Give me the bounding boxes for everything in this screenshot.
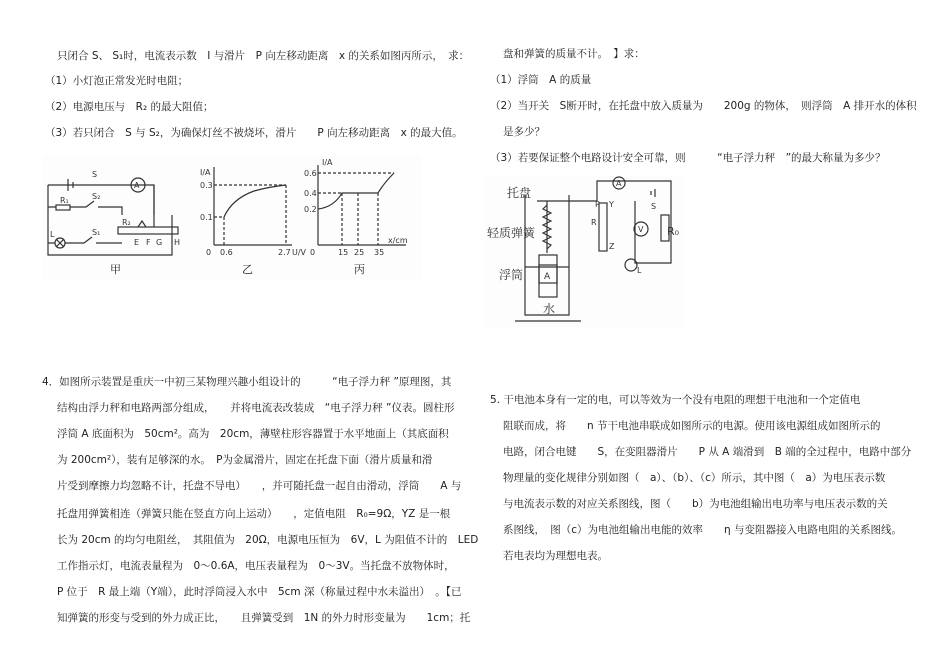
- svg-text:Z: Z: [609, 242, 615, 251]
- apparatus: [515, 177, 671, 321]
- q3-item-1: （1）小灯泡正常发光时电阻；: [45, 75, 189, 87]
- q4-line-5: 片受到摩擦力均忽略不计，托盘不导电） ，并可随托盘一起自由滑动，浮筒 A 与: [57, 480, 462, 492]
- svg-text:25: 25: [354, 248, 365, 257]
- q4-figure-svg: [485, 175, 685, 327]
- q4-line-2: 结构由浮力秤和电路两部分组成， 并将电流表改装成 “电子浮力秤 ”仪表。圆柱形: [57, 402, 455, 414]
- q5-line-7: 若电表均为理想电表。: [503, 550, 608, 562]
- svg-text:R₀: R₀: [667, 225, 680, 238]
- svg-text:0.3: 0.3: [200, 181, 213, 190]
- svg-text:V: V: [638, 225, 644, 234]
- svg-text:R: R: [591, 218, 597, 227]
- q4-item-3: （3）若要保证整个电路设计安全可靠，则 “电子浮力秤 ”的最大称量为多少？: [490, 152, 886, 164]
- q4-line-6: 托盘用弹簧相连（弹簧只能在竖直方向上运动） ，定值电阻 R₀=9Ω，YZ 是一根: [57, 508, 451, 520]
- svg-text:S: S: [92, 170, 98, 179]
- svg-text:S₁: S₁: [92, 228, 101, 237]
- svg-text:0.1: 0.1: [200, 213, 213, 222]
- graph-yi: [214, 167, 292, 245]
- svg-text:0.6: 0.6: [220, 248, 233, 257]
- svg-text:G: G: [156, 238, 163, 247]
- q4-figure: [485, 175, 685, 327]
- q4-item-2-cont: 是多少？: [503, 126, 545, 138]
- svg-text:A: A: [616, 179, 622, 188]
- svg-text:P: P: [595, 200, 600, 209]
- svg-text:H: H: [174, 238, 181, 247]
- q3-item-2: （2）电源电压与 R₂ 的最大阻值；: [45, 101, 214, 113]
- q4-item-2: （2）当开关 S断开时，在托盘中放入质量为 200g 的物体， 则浮筒 A 排开水的体积: [490, 100, 917, 112]
- svg-text:L: L: [50, 230, 55, 239]
- label-jia: 甲: [110, 263, 121, 276]
- q4-line-4: 为 200cm²），装有足够深的水。 P为金属滑片，固定在托盘下面（滑片质量和滑: [57, 454, 433, 466]
- graph-bing: [318, 165, 406, 245]
- svg-text:15: 15: [338, 248, 349, 257]
- svg-text:0: 0: [206, 248, 212, 257]
- q4-line-9: P 位于 R 最上端（Y端），此时浮筒浸入水中 5cm 深（称量过程中水未溢出） 。【已: [57, 586, 462, 598]
- q5-line-3: 电路，闭合电键 S，在变阻器滑片 P 从 A 端滑到 B 端的全过程中，电路中部分: [503, 446, 912, 458]
- svg-text:L: L: [637, 266, 642, 275]
- svg-text:35: 35: [374, 248, 385, 257]
- svg-text:轻质弹簧: 轻质弹簧: [487, 226, 536, 240]
- svg-text:I/A: I/A: [322, 158, 333, 167]
- q3-figure-svg: [42, 155, 422, 279]
- svg-text:U/V: U/V: [292, 248, 307, 257]
- svg-text:S: S: [651, 202, 657, 211]
- svg-text:水: 水: [543, 302, 556, 316]
- svg-text:浮筒: 浮筒: [499, 268, 524, 282]
- svg-text:2.7: 2.7: [278, 248, 291, 257]
- svg-text:0.2: 0.2: [304, 205, 317, 214]
- svg-text:R₂: R₂: [122, 218, 131, 227]
- svg-text:0.4: 0.4: [304, 189, 317, 198]
- apparatus-labels: [487, 179, 680, 316]
- q5-line-4: 物理量的变化规律分别如图（ a）、（b）、（c）所示，其中图（ a）为电压表示数: [503, 472, 886, 484]
- svg-text:R₁: R₁: [60, 196, 69, 205]
- svg-text:托盘: 托盘: [507, 186, 532, 200]
- svg-text:E: E: [134, 238, 140, 247]
- svg-text:I/A: I/A: [200, 168, 211, 177]
- label-bing: 丙: [354, 263, 365, 276]
- q4-continued: 盘和弹簧的质量不计。 】求：: [503, 48, 645, 60]
- q4-line-3: 浮筒 A 底面积为 50cm²。高为 20cm，薄壁柱形容器置于水平地面上（其底面积: [57, 428, 449, 440]
- q4-line-8: 工作指示灯，电流表量程为 0～0.6A，电压表量程为 0～3V。当托盘不放物体时，: [57, 560, 455, 572]
- q3-figure: [42, 155, 422, 279]
- q4-line-1: 4．如图所示装置是重庆一中初三某物理兴趣小组设计的 “电子浮力秤 ”原理图，其: [42, 376, 452, 388]
- q4-line-10: 知弹簧的形变与受到的外力成正比， 且弹簧受到 1N 的外力时形变量为 1cm；托: [57, 612, 471, 624]
- q5-line-1: 5. 干电池本身有一定的电，可以等效为一个没有电阻的理想干电池和一个定值电: [490, 394, 861, 406]
- q3-item-3: （3）若只闭合 S 与 S₂，为确保灯丝不被烧坏，滑片 P 向左移动距离 x 的最大值。: [45, 127, 463, 139]
- q4-line-7: 长为 20cm 的均匀电阻丝， 其阻值为 20Ω，电源电压恒为 6V，L 为阻值不计的 LED: [57, 534, 479, 546]
- q5-line-2: 阻联而成，将 n 节干电池串联成如图所示的电源。使用该电源组成如图所示的: [503, 420, 881, 432]
- q3-intro: 只闭合 S、 S₁时，电流表示数 I 与滑片 P 向左移动距离 x 的关系如图丙所示， 求：: [57, 50, 470, 62]
- svg-text:0: 0: [310, 248, 316, 257]
- svg-text:Y: Y: [609, 200, 614, 209]
- graph-yi-labels: [200, 168, 307, 257]
- svg-text:x/cm: x/cm: [388, 236, 408, 245]
- q5-line-5: 与电流表示数的对应关系图线，图（ b）为电池组输出电功率与电压表示数的关: [503, 498, 888, 510]
- q5-line-6: 系图线， 图（c）为电池组输出电能的效率 η 与变阻器接入电路电阻的关系图线。: [503, 524, 903, 536]
- svg-text:A: A: [134, 181, 140, 190]
- svg-text:S₂: S₂: [92, 192, 101, 201]
- svg-text:F: F: [146, 238, 151, 247]
- svg-text:A: A: [544, 272, 551, 282]
- svg-text:0.6: 0.6: [304, 169, 317, 178]
- q4-item-1: （1）浮筒 A 的质量: [490, 74, 592, 86]
- label-yi: 乙: [242, 263, 253, 276]
